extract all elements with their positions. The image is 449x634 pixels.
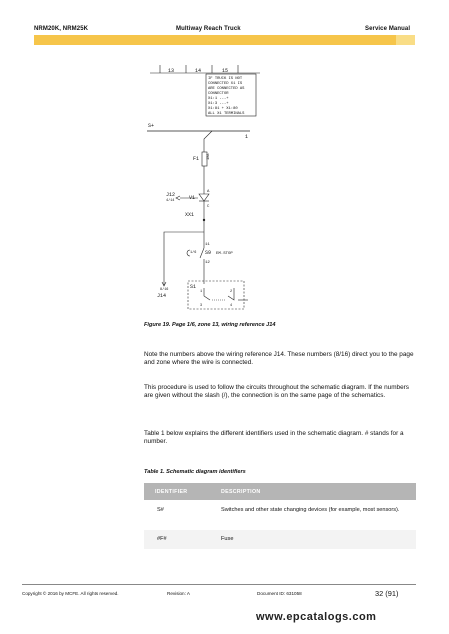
pin-12: 12 <box>205 261 210 265</box>
note-line: CONNECTED X1 IS <box>208 82 243 86</box>
note-line: X1:81 + X1:80 <box>208 107 238 111</box>
zone-13-label: 13 <box>168 68 175 74</box>
wire <box>204 131 212 152</box>
note-line: ARE CONNECTED AS <box>208 87 245 91</box>
em-stop-label: EM.STOP <box>216 252 233 256</box>
paragraph: This procedure is used to follow the circuits throughout the schematic diagram. If the numbers are given without the slash (/), the connection is on the same page of the schematics. <box>144 384 409 400</box>
rail-number: 1 <box>245 134 249 140</box>
switch-contact <box>204 288 210 300</box>
s1-pin3: 3 <box>200 304 203 308</box>
xx1-label: XX1 <box>185 212 195 218</box>
table-cell-description: Switches and other state changing devices (for example, most sensors). <box>221 507 400 513</box>
table-cell-identifier: #F# <box>157 536 167 542</box>
fuse-sub: 10A <box>207 153 211 160</box>
pin-11: 11 <box>205 243 210 247</box>
header-model: NRM20K, NRM25K <box>34 26 89 32</box>
table-row <box>144 530 416 549</box>
j14-ref: 8/16 <box>160 288 169 292</box>
diode-symbol <box>199 194 209 201</box>
note-line: CONNECTOR <box>208 92 229 96</box>
s1-pin4: 4 <box>230 304 233 308</box>
s1-pin1: 1 <box>200 290 203 294</box>
footer-copyright: Copyright © 2016 by MCFE. All rights reserved. <box>22 591 119 596</box>
note-line: X1:3 ---+ <box>208 102 229 106</box>
note-box <box>206 74 256 116</box>
diode-ref: V1 <box>189 195 196 201</box>
footer-divider <box>22 584 416 585</box>
s1-box <box>188 281 244 309</box>
s9-ref: 1/6 <box>190 251 197 255</box>
switch-contact <box>200 248 204 258</box>
zone-14-label: 14 <box>195 68 202 74</box>
page-number: 32 (91) <box>375 589 399 598</box>
note-line: ALL X1 TERMINALS <box>208 112 245 116</box>
header-manual: Service Manual <box>365 26 411 32</box>
zone-ruler <box>150 65 260 74</box>
pin-a: A <box>207 190 210 194</box>
figure-caption: Figure 19. Page 1/6, zone 13, wiring reference J14 <box>144 322 276 328</box>
table-cell-description: Fuse <box>221 536 234 542</box>
paragraph: Note the numbers above the wiring reference J14. These numbers (8/16) direct you to the page and zone where the wire is connected. <box>144 351 414 367</box>
j12-label: J12 <box>166 192 176 198</box>
table-header-identifier: IDENTIFIER <box>155 489 188 495</box>
pin-c: C <box>207 205 210 209</box>
j14-label: J14 <box>157 293 167 299</box>
j12-ref: 4/14 <box>166 199 175 203</box>
s9-label: S9 <box>205 250 212 256</box>
paragraph: Table 1 below explains the different identifiers used in the schematic diagram. # stands for a number. <box>144 430 404 446</box>
note-line: IF TRUCK IS NOT <box>208 77 243 81</box>
s1-label: S1 <box>190 284 197 290</box>
footer-document-id: Document ID: 631058 <box>257 591 302 596</box>
table-header-description: DESCRIPTION <box>221 489 261 495</box>
watermark-text: www.epcatalogs.com <box>256 611 377 623</box>
s1-pin2: 2 <box>230 290 233 294</box>
note-line: X1:1 ---+ <box>208 97 229 101</box>
header-title: Multiway Reach Truck <box>176 26 241 32</box>
table-caption: Table 1. Schematic diagram identifiers <box>144 469 246 475</box>
table-cell-identifier: S# <box>157 507 164 513</box>
zone-15-label: 15 <box>222 68 229 74</box>
arrow-icon <box>176 196 180 200</box>
wire <box>164 232 204 286</box>
rail-label: S+ <box>148 123 155 129</box>
junction-dot <box>203 219 205 221</box>
footer-revision: Revision: A <box>167 591 190 596</box>
fuse-ref: F1 <box>193 156 200 162</box>
